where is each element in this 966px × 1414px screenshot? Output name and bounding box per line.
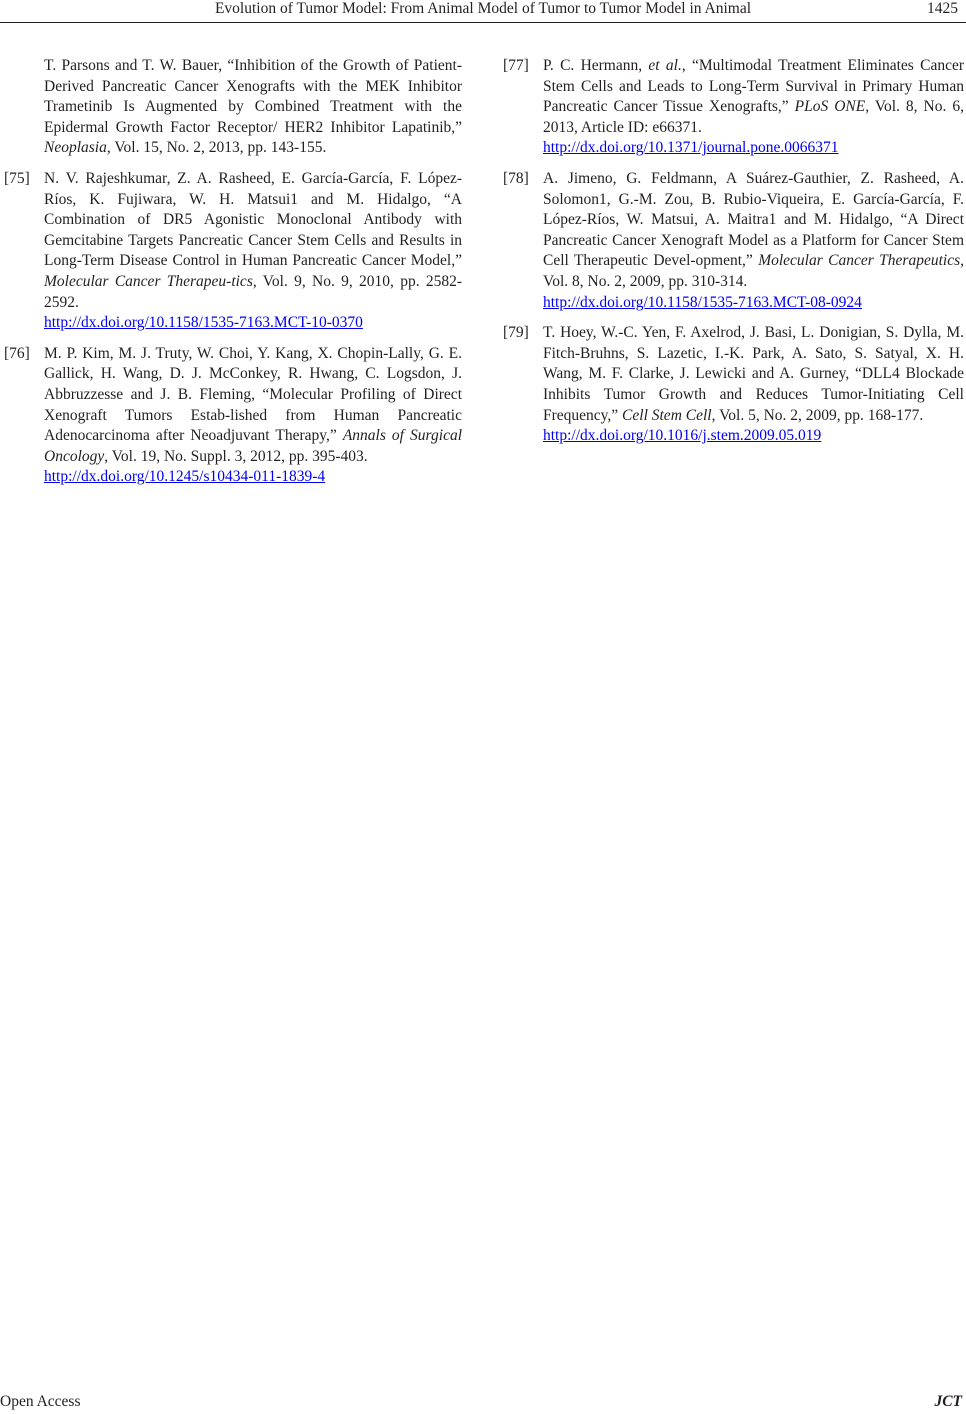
reference-item (503, 169, 964, 313)
reference-number: [79] (503, 324, 529, 342)
reference-number (4, 56, 44, 159)
citation-text: , Vol. 19, No. Suppl. 3, 2012, pp. 395-403. (104, 447, 368, 465)
citation-text: , Vol. 8, No. 6, 2013, Article ID: e66371. (543, 98, 964, 136)
reference-item (503, 323, 964, 447)
citation-text: , Vol. 9, No. 9, 2010, pp. 2582-2592. (44, 272, 463, 311)
citation-text: N. V. Rajeshkumar, Z. A. Rasheed, E. García-García, F. López-Ríos, K. Fujiwara, W. H. Matsui1 and M. Hidalgo, “A Combination of DR5 Agonistic Monoclonal Antibody with Gemcitabine Targets Pancreatic Cancer Stem Cells and Results in Long-Term Disease Control in Human Pancreatic Cancer Model,” (44, 169, 462, 270)
reference-body (543, 169, 964, 313)
citation-text: P. C. Hermann, (543, 57, 649, 74)
reference-body (44, 169, 462, 334)
reference-number: [77] (503, 57, 529, 74)
running-title: Evolution of Tumor Model: From Animal Model of Tumor to Tumor Model in Animal (214, 0, 752, 17)
reference-body (543, 323, 964, 447)
left-column (4, 56, 462, 498)
citation-text: , “Multimodal Treatment Eliminates Cancer Stem Cells and Leads to Long-Term Survival in Primary Human Pancreatic Cancer Tissue Xenografts,” (543, 57, 964, 116)
reference-citation (543, 170, 964, 290)
reference-number: [76] (4, 344, 30, 362)
journal-title: Molecular Cancer Therapeutics (758, 252, 961, 270)
journal-title: Neoplasia (44, 139, 107, 157)
reference-number: [78] (503, 169, 529, 187)
doi-link[interactable]: http://dx.doi.org/10.1245/s10434-011-1839-4 (44, 468, 326, 486)
reference-citation (44, 170, 462, 311)
journal-title: Annals of Surgical Oncology (44, 427, 462, 465)
open-access-label: Open Access (0, 1393, 81, 1410)
journal-title: PLoS ONE (794, 98, 866, 116)
reference-citation (543, 324, 964, 423)
doi-link[interactable]: http://dx.doi.org/10.1016/j.stem.2009.05.019 (543, 427, 822, 445)
doi-link[interactable]: http://dx.doi.org/10.1158/1535-7163.MCT-10-0370 (44, 314, 363, 332)
citation-text: T. Hoey, W.-C. Yen, F. Axelrod, J. Basi, L. Donigian, S. Dylla, M. Fitch-Bruhns, S. Lazetic, I.-K. Park, A. Sato, S. Satyal, X. H. Wang, M. F. Clarke, J. Lewicki and A. Gurney, “DLL4 Blockade Inhibits Tumor Growth and Reduces Tumor-Initiating Cell Frequency,” (543, 324, 964, 424)
citation-text: , Vol. 15, No. 2, 2013, pp. 143-155. (106, 139, 327, 157)
page-footer (0, 1393, 966, 1414)
journal-title: Molecular Cancer Therapeu-tics (44, 272, 253, 290)
reference-item (4, 169, 462, 334)
journal-title: Cell Stem Cell (622, 406, 712, 424)
citation-text: T. Parsons and T. W. Bauer, “Inhibition of the Growth of Patient-Derived Pancreatic Cancer Xenografts with the MEK Inhibitor Trametinib Is Augmented by Combined Treatment with the Epidermal Growth Factor Receptor/ HER2 Inhibitor Lapatinib,” (44, 57, 462, 136)
citation-text: M. P. Kim, M. J. Truty, W. Choi, Y. Kang, X. Chopin-Lally, G. E. Gallick, H. Wang, D. J. McConkey, R. Hwang, C. Logsdon, J. Abbruzzesse and J. B. Fleming, “Molecular Profiling of Direct Xenograft Tumors Estab-lished from Human Pancreatic Adenocarcinoma after Neoadjuvant Therapy,” (44, 344, 462, 445)
reference-body (543, 56, 964, 159)
reference-number: [75] (4, 169, 30, 187)
reference-citation (44, 345, 462, 465)
journal-title: et al. (648, 57, 682, 74)
doi-link[interactable]: http://dx.doi.org/10.1158/1535-7163.MCT-08-0924 (543, 293, 862, 311)
reference-item (4, 56, 462, 159)
page-header (0, 0, 966, 23)
citation-text: , Vol. 5, No. 2, 2009, pp. 168-177. (711, 406, 924, 424)
right-column (503, 56, 964, 457)
reference-body (44, 344, 462, 488)
citation-text: , Vol. 8, No. 2, 2009, pp. 310-314. (543, 252, 964, 290)
reference-citation (44, 57, 462, 156)
reference-item (503, 56, 964, 159)
reference-item (4, 344, 462, 488)
reference-citation (543, 57, 964, 136)
doi-link[interactable]: http://dx.doi.org/10.1371/journal.pone.0066371 (543, 139, 839, 157)
citation-text: A. Jimeno, G. Feldmann, A Suárez-Gauthier, Z. Rasheed, A. Solomon1, G.-M. Zou, B. Rubio-Viqueira, E. García-García, F. López-Ríos, W. Matsui, A. Maitra1 and M. Hidalgo, “A Direct Pancreatic Cancer Xenograft Model as a Platform for Cancer Stem Cell Therapeutic Devel-opment,” (543, 169, 964, 270)
reference-body (44, 56, 462, 159)
page-number: 1425 (927, 0, 958, 17)
journal-abbreviation: JCT (934, 1393, 962, 1410)
